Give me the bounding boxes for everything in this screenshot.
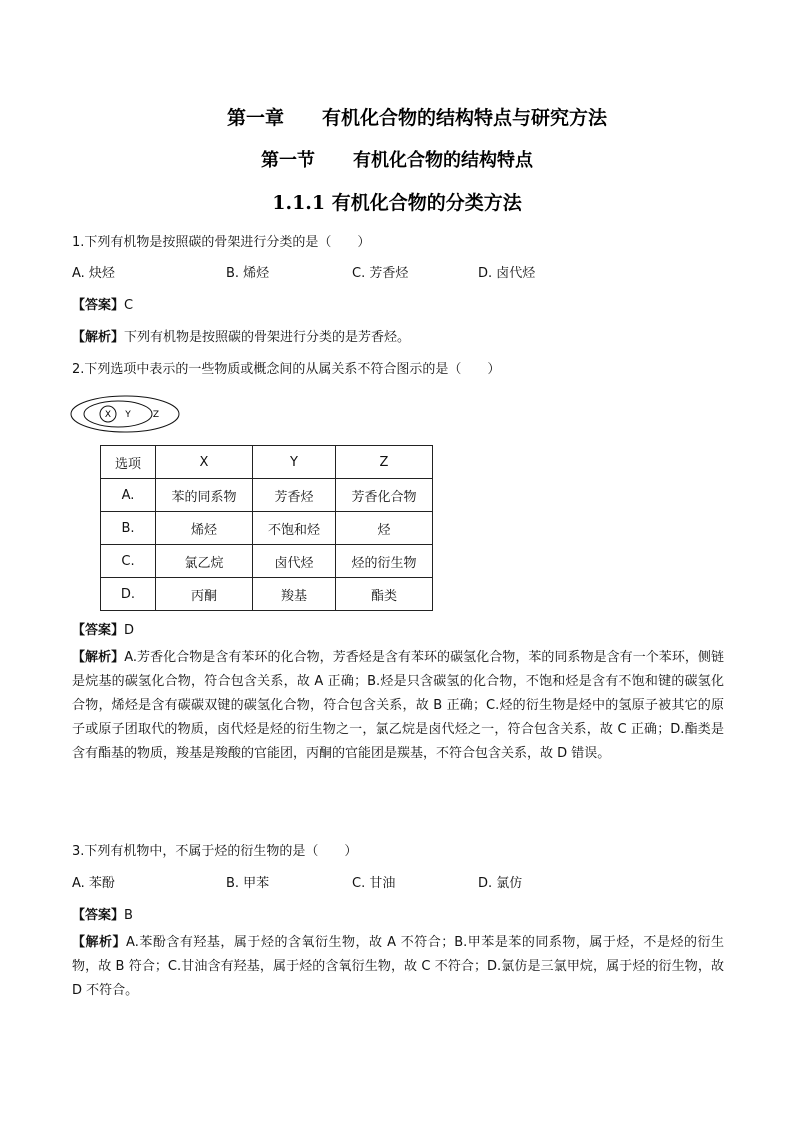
q3-option-d: D. 氯仿 <box>478 876 523 891</box>
answer-label: 【答案】 <box>72 298 125 313</box>
q2-stem: 2.下列选项中表示的一些物质或概念间的从属关系不符合图示的是（ ） <box>72 362 501 377</box>
table-cell: 烃的衍生物 <box>336 545 433 578</box>
table-cell: 卤代烃 <box>253 545 336 578</box>
answer-label: 【答案】 <box>72 908 125 923</box>
table-cell: B. <box>101 512 156 545</box>
table-header-cell: Z <box>336 446 433 479</box>
table-row <box>101 512 433 545</box>
nested-ellipse-diagram <box>70 395 180 433</box>
q2-analysis <box>72 646 724 766</box>
table-cell: 不饱和烃 <box>253 512 336 545</box>
answer-label: 【答案】 <box>72 623 125 638</box>
table-header-cell: Y <box>253 446 336 479</box>
chapter-name: 有机化合物的结构特点与研究方法 <box>322 107 608 129</box>
answer-value: B <box>124 908 133 923</box>
chapter-number: 第一章 <box>226 107 284 129</box>
analysis-text: A.芳香化合物是含有苯环的化合物，芳香烃是含有苯环的碳氢化合物，苯的同系物是含有一个苯环，侧链是烷基的碳氢化合物，符合包含关系，故 A 正确；B.烃是只含碳氢的化合物，不饱和烃是含有不饱和键的碳氢化合物，烯烃是含有碳碳双键的碳氢化合物，符合包含关系，故 B 正确；C.烃的衍生物是烃中的氢原子被其它的原子或原子团取代的物质，卤代烃是烃的衍生物之一，氯乙烷是卤代烃之一，符合包含关系，故 C 正确；D.酯类是含有酯基的物质，羧基是羧酸的官能团，丙酮的官能团是羰基，不符合包含关系，故 D 错误。 <box>72 650 724 761</box>
diagram-label-z: Z <box>152 410 160 420</box>
table-header-row <box>101 446 433 479</box>
section-title <box>0 146 794 172</box>
table-cell: 苯的同系物 <box>156 479 253 512</box>
topic-title: 1.1.1 有机化合物的分类方法 <box>272 192 522 214</box>
q3-option-a: A. 苯酚 <box>72 876 115 891</box>
q1-analysis <box>72 326 410 345</box>
table-row <box>101 545 433 578</box>
table-cell: 羧基 <box>253 578 336 611</box>
q1-answer <box>72 294 133 313</box>
answer-value: D <box>124 623 135 638</box>
chapter-title <box>0 103 794 130</box>
q3-option-c: C. 甘油 <box>352 876 396 891</box>
table-cell: 芳香化合物 <box>336 479 433 512</box>
q2-options-table <box>100 445 433 611</box>
table-header-cell: 选项 <box>101 446 156 479</box>
analysis-text: 下列有机物是按照碳的骨架进行分类的是芳香烃。 <box>124 330 411 345</box>
table-row <box>101 578 433 611</box>
table-header-cell: X <box>156 446 253 479</box>
q3-option-b: B. 甲苯 <box>226 876 270 891</box>
table-row <box>101 479 433 512</box>
diagram-label-x: X <box>104 410 112 420</box>
answer-value: C <box>124 298 134 313</box>
q3-stem: 3.下列有机物中，不属于烃的衍生物的是（ ） <box>72 844 358 859</box>
analysis-label: 【解析】 <box>72 935 127 950</box>
analysis-label: 【解析】 <box>72 330 125 345</box>
q3-answer <box>72 904 133 923</box>
q1-option-a: A. 炔烃 <box>72 266 115 281</box>
table-cell: 丙酮 <box>156 578 253 611</box>
table-cell: 烃 <box>336 512 433 545</box>
table-cell: 氯乙烷 <box>156 545 253 578</box>
q1-option-d: D. 卤代烃 <box>478 266 536 281</box>
section-number: 第一节 <box>261 150 315 171</box>
q1-stem: 1.下列有机物是按照碳的骨架进行分类的是（ ） <box>72 235 371 250</box>
q3-analysis <box>72 931 724 1003</box>
table-cell: A. <box>101 479 156 512</box>
table-cell: 芳香烃 <box>253 479 336 512</box>
analysis-label: 【解析】 <box>72 650 125 665</box>
table-cell: D. <box>101 578 156 611</box>
table-cell: 酯类 <box>336 578 433 611</box>
table-cell: 烯烃 <box>156 512 253 545</box>
analysis-text: A.苯酚含有羟基，属于烃的含氧衍生物，故 A 不符合；B.甲苯是苯的同系物，属于烃，不是烃的衍生物，故 B 符合；C.甘油含有羟基，属于烃的含氧衍生物，故 C 不符合；D.氯仿是三氯甲烷，属于烃的衍生物，故 D 不符合。 <box>72 935 724 998</box>
q2-answer <box>72 619 134 638</box>
diagram-label-y: Y <box>125 410 131 420</box>
q1-option-c: C. 芳香烃 <box>352 266 409 281</box>
table-cell: C. <box>101 545 156 578</box>
q1-option-b: B. 烯烃 <box>226 266 270 281</box>
section-name: 有机化合物的结构特点 <box>353 150 533 171</box>
ellipse-y <box>84 401 152 427</box>
